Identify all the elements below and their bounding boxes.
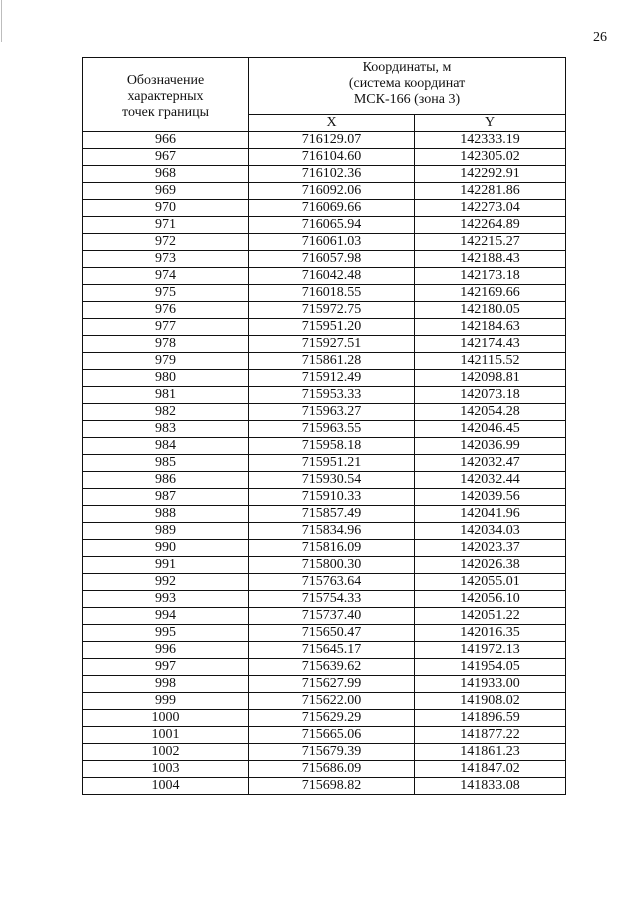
cell-y: 141833.08 — [415, 778, 566, 795]
cell-x: 715679.39 — [249, 744, 415, 761]
table-row — [83, 200, 566, 217]
table-row — [83, 676, 566, 693]
cell-y: 142098.81 — [415, 370, 566, 387]
cell-point: 990 — [83, 540, 249, 557]
cell-point: 989 — [83, 523, 249, 540]
cell-y: 142273.04 — [415, 200, 566, 217]
header-points-line: точек границы — [122, 104, 209, 120]
table-row — [83, 591, 566, 608]
table-row — [83, 727, 566, 744]
table-row — [83, 353, 566, 370]
cell-x: 715639.62 — [249, 659, 415, 676]
cell-point: 973 — [83, 251, 249, 268]
cell-x: 715930.54 — [249, 472, 415, 489]
header-coordinates — [249, 58, 566, 115]
cell-x: 715800.30 — [249, 557, 415, 574]
cell-x: 715972.75 — [249, 302, 415, 319]
header-points-line: Обозначение — [126, 72, 205, 88]
cell-y: 142041.96 — [415, 506, 566, 523]
cell-x: 715629.29 — [249, 710, 415, 727]
cell-point: 1000 — [83, 710, 249, 727]
cell-x: 715754.33 — [249, 591, 415, 608]
cell-point: 980 — [83, 370, 249, 387]
cell-point: 968 — [83, 166, 249, 183]
cell-point: 987 — [83, 489, 249, 506]
cell-y: 142292.91 — [415, 166, 566, 183]
cell-point: 1004 — [83, 778, 249, 795]
cell-point: 971 — [83, 217, 249, 234]
cell-y: 142032.44 — [415, 472, 566, 489]
cell-y: 141908.02 — [415, 693, 566, 710]
cell-x: 715627.99 — [249, 676, 415, 693]
table-row — [83, 302, 566, 319]
cell-x: 716129.07 — [249, 132, 415, 149]
cell-x: 715686.09 — [249, 761, 415, 778]
cell-y: 142180.05 — [415, 302, 566, 319]
cell-x: 715737.40 — [249, 608, 415, 625]
cell-y: 142051.22 — [415, 608, 566, 625]
cell-y: 142032.47 — [415, 455, 566, 472]
table-row — [83, 506, 566, 523]
table-row — [83, 693, 566, 710]
cell-x: 715622.00 — [249, 693, 415, 710]
table-row — [83, 183, 566, 200]
cell-x: 716102.36 — [249, 166, 415, 183]
cell-y: 142056.10 — [415, 591, 566, 608]
cell-point: 993 — [83, 591, 249, 608]
cell-point: 975 — [83, 285, 249, 302]
cell-x: 716061.03 — [249, 234, 415, 251]
table-row — [83, 625, 566, 642]
cell-y: 142026.38 — [415, 557, 566, 574]
cell-y: 142115.52 — [415, 353, 566, 370]
header-coordinates-line: Координаты, м — [362, 60, 452, 75]
header-y: Y — [415, 115, 566, 132]
cell-point: 982 — [83, 404, 249, 421]
header-x: X — [249, 115, 415, 132]
table-row — [83, 778, 566, 795]
table-row — [83, 438, 566, 455]
cell-x: 716065.94 — [249, 217, 415, 234]
cell-point: 979 — [83, 353, 249, 370]
cell-x: 715834.96 — [249, 523, 415, 540]
cell-y: 142023.37 — [415, 540, 566, 557]
cell-y: 142305.02 — [415, 149, 566, 166]
cell-point: 983 — [83, 421, 249, 438]
cell-x: 716092.06 — [249, 183, 415, 200]
table-row — [83, 234, 566, 251]
cell-y: 142055.01 — [415, 574, 566, 591]
cell-point: 992 — [83, 574, 249, 591]
cell-point: 972 — [83, 234, 249, 251]
cell-x: 716104.60 — [249, 149, 415, 166]
cell-point: 994 — [83, 608, 249, 625]
cell-x: 715763.64 — [249, 574, 415, 591]
cell-y: 141861.23 — [415, 744, 566, 761]
table-row — [83, 387, 566, 404]
table-row — [83, 540, 566, 557]
table-row — [83, 149, 566, 166]
table-row — [83, 132, 566, 149]
cell-y: 142188.43 — [415, 251, 566, 268]
cell-y: 142016.35 — [415, 625, 566, 642]
cell-y: 141933.00 — [415, 676, 566, 693]
header-coordinates-line: МСК-166 (зона 3) — [353, 92, 461, 107]
cell-y: 142169.66 — [415, 285, 566, 302]
cell-point: 977 — [83, 319, 249, 336]
cell-x: 715910.33 — [249, 489, 415, 506]
cell-point: 970 — [83, 200, 249, 217]
table-row — [83, 251, 566, 268]
cell-y: 141877.22 — [415, 727, 566, 744]
table-row — [83, 319, 566, 336]
page-number: 26 — [593, 30, 607, 45]
cell-x: 716042.48 — [249, 268, 415, 285]
cell-x: 715953.33 — [249, 387, 415, 404]
cell-x: 715912.49 — [249, 370, 415, 387]
cell-x: 715963.27 — [249, 404, 415, 421]
cell-x: 715927.51 — [249, 336, 415, 353]
cell-point: 966 — [83, 132, 249, 149]
cell-y: 142173.18 — [415, 268, 566, 285]
table-row — [83, 336, 566, 353]
cell-y: 142174.43 — [415, 336, 566, 353]
header-coordinates-line: (система координат — [348, 76, 466, 91]
cell-point: 976 — [83, 302, 249, 319]
cell-x: 715958.18 — [249, 438, 415, 455]
cell-point: 1003 — [83, 761, 249, 778]
cell-x: 715816.09 — [249, 540, 415, 557]
cell-y: 142054.28 — [415, 404, 566, 421]
cell-point: 998 — [83, 676, 249, 693]
cell-y: 141954.05 — [415, 659, 566, 676]
cell-y: 142215.27 — [415, 234, 566, 251]
cell-point: 997 — [83, 659, 249, 676]
table-row — [83, 710, 566, 727]
table-row — [83, 761, 566, 778]
cell-x: 715963.55 — [249, 421, 415, 438]
cell-y: 142073.18 — [415, 387, 566, 404]
cell-x: 715951.21 — [249, 455, 415, 472]
table-row — [83, 574, 566, 591]
margin-line — [1, 0, 2, 42]
cell-point: 984 — [83, 438, 249, 455]
table-row — [83, 557, 566, 574]
cell-y: 142333.19 — [415, 132, 566, 149]
table-row — [83, 421, 566, 438]
cell-point: 996 — [83, 642, 249, 659]
table-row — [83, 268, 566, 285]
table-row — [83, 642, 566, 659]
cell-x: 716057.98 — [249, 251, 415, 268]
table-row — [83, 217, 566, 234]
cell-point: 985 — [83, 455, 249, 472]
cell-point: 988 — [83, 506, 249, 523]
cell-y: 142184.63 — [415, 319, 566, 336]
table-row — [83, 404, 566, 421]
cell-y: 141847.02 — [415, 761, 566, 778]
cell-y: 141896.59 — [415, 710, 566, 727]
table-row — [83, 370, 566, 387]
cell-y: 142264.89 — [415, 217, 566, 234]
cell-point: 986 — [83, 472, 249, 489]
table-row — [83, 744, 566, 761]
table-row — [83, 523, 566, 540]
cell-point: 1002 — [83, 744, 249, 761]
coordinates-table — [82, 57, 566, 795]
cell-x: 716069.66 — [249, 200, 415, 217]
cell-x: 715645.17 — [249, 642, 415, 659]
table-row — [83, 455, 566, 472]
cell-point: 974 — [83, 268, 249, 285]
table-body — [83, 132, 566, 795]
cell-point: 1001 — [83, 727, 249, 744]
cell-x: 716018.55 — [249, 285, 415, 302]
cell-point: 981 — [83, 387, 249, 404]
cell-point: 978 — [83, 336, 249, 353]
table-row — [83, 285, 566, 302]
table-row — [83, 659, 566, 676]
cell-x: 715698.82 — [249, 778, 415, 795]
header-points-line: характерных — [127, 88, 204, 104]
table-header — [83, 58, 566, 132]
cell-y: 142281.86 — [415, 183, 566, 200]
cell-point: 999 — [83, 693, 249, 710]
cell-point: 969 — [83, 183, 249, 200]
cell-x: 715857.49 — [249, 506, 415, 523]
table-row — [83, 472, 566, 489]
cell-y: 142034.03 — [415, 523, 566, 540]
header-points — [83, 58, 249, 132]
table-row — [83, 608, 566, 625]
cell-y: 142039.56 — [415, 489, 566, 506]
cell-x: 715665.06 — [249, 727, 415, 744]
cell-point: 991 — [83, 557, 249, 574]
cell-y: 141972.13 — [415, 642, 566, 659]
cell-point: 967 — [83, 149, 249, 166]
table-row — [83, 166, 566, 183]
cell-point: 995 — [83, 625, 249, 642]
cell-y: 142036.99 — [415, 438, 566, 455]
cell-x: 715650.47 — [249, 625, 415, 642]
cell-y: 142046.45 — [415, 421, 566, 438]
table-row — [83, 489, 566, 506]
cell-x: 715861.28 — [249, 353, 415, 370]
cell-x: 715951.20 — [249, 319, 415, 336]
